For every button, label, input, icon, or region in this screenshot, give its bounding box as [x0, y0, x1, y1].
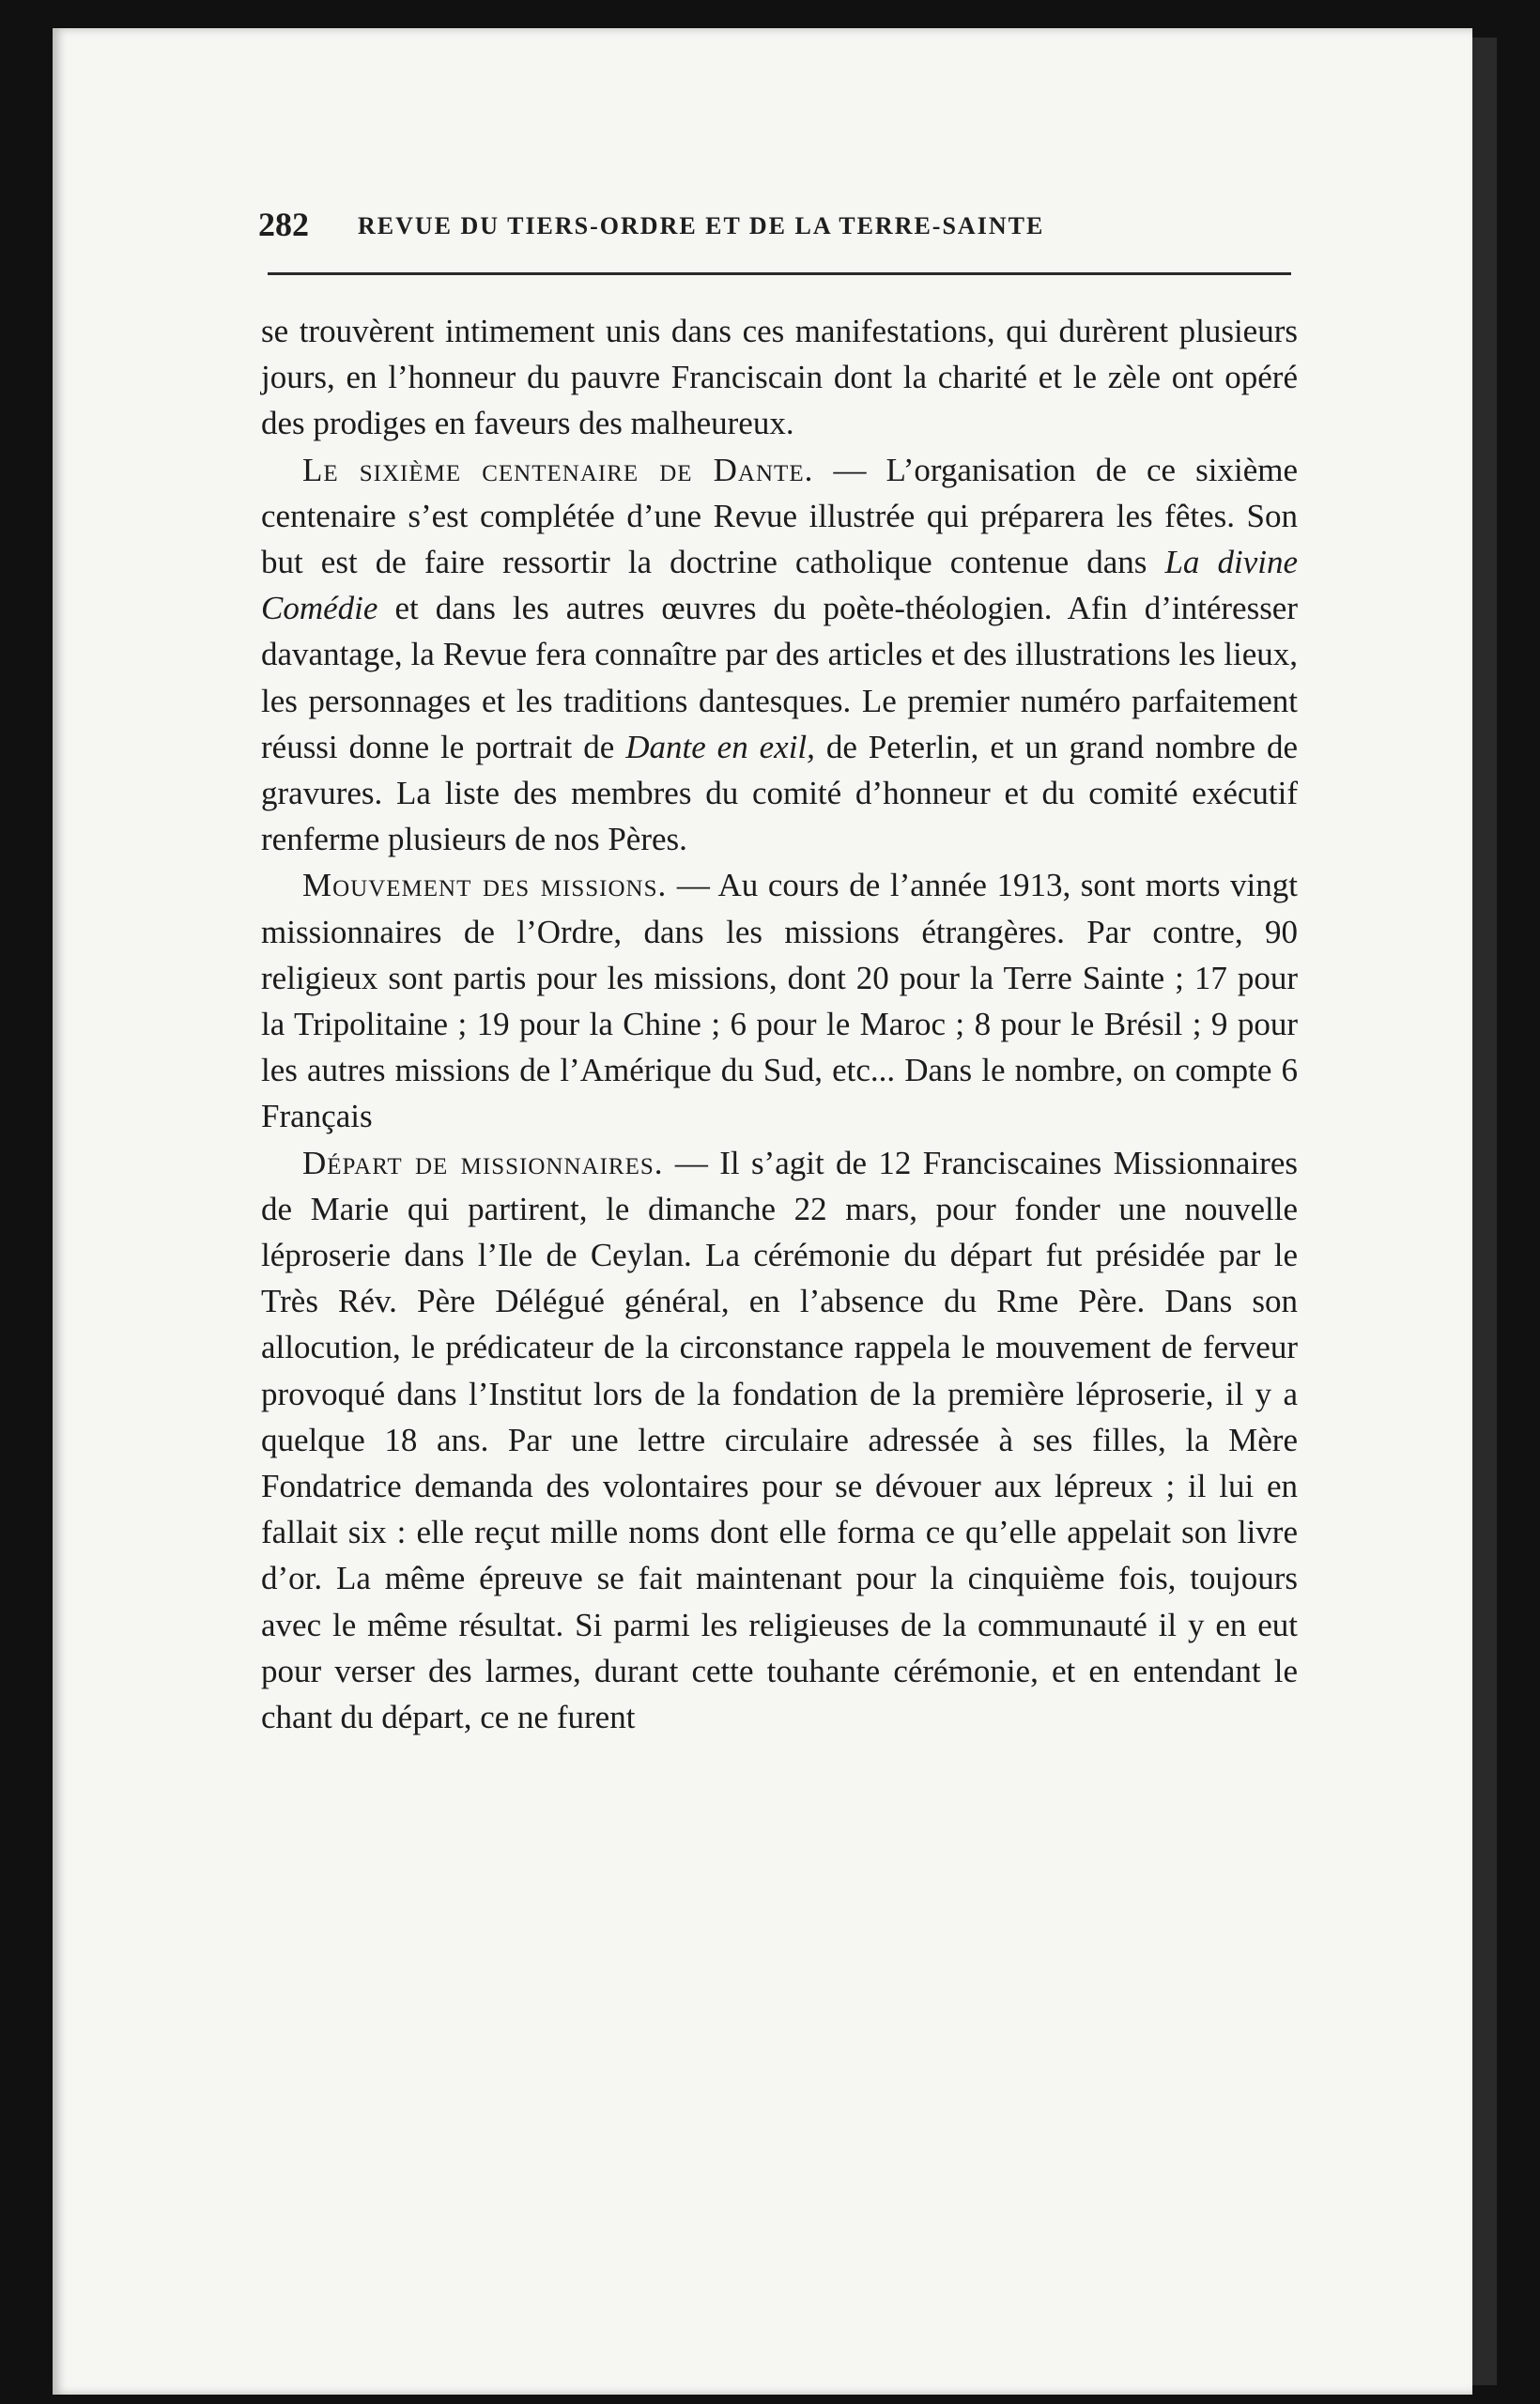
paragraph-text: et dans les autres œuvres du poète-théologien. Afin d’intéresser davantage, la Revue fera connaître par des articles et des illustrations les lieux, les personnages et les traditions dantesques. Le premier numéro parfaitement réussi donne le portrait de	[261, 590, 1298, 765]
paragraph-text: de Peterlin, et un grand nombre de gravures. La liste des membres du comité d’honneur et du comité exécutif renferme plusieurs de nos Pères.	[261, 728, 1298, 858]
paragraph-continuation	[261, 308, 1298, 447]
section-heading-missions: Mouvement des missions.	[302, 867, 668, 904]
paragraph-text: — L’organisation de ce sixième centenaire s’est complétée d’une Revue illustrée qui préparera les fêtes. Son but est de faire ressortir la doctrine catholique contenue dans	[261, 451, 1298, 581]
paragraph-text: se trouvèrent intimement unis dans ces manifestations, qui durèrent plusieurs jours, en l’honneur du pauvre Franciscain dont la charité et le zèle ont opéré des prodiges en faveurs des malheureux.	[261, 313, 1298, 442]
paragraph-text: — Il s’agit de 12 Franciscaines Missionnaires de Marie qui partirent, le dimanche 22 mars, pour fonder une nouvelle léproserie dans l’Ile de Ceylan. La cérémonie du départ fut présidée par le Très Rév. Père Délégué général, en l’absence du Rme Père. Dans son allocution, le prédicateur de la circonstance rappela le mouvement de ferveur provoqué dans l’Institut lors de la fondation de la première léproserie, il y a quelque 18 ans. Par une lettre circulaire adressée à ses filles, la Mère Fondatrice demanda des volontaires pour se dévouer aux lépreux ; il lui en fallait six : elle reçut mille noms dont elle forma ce qu’elle appelait son livre d’or. La même épreuve se fait maintenant pour la cinquième fois, toujours avec le même résultat. Si parmi les religieuses de la communauté il y en eut pour verser des larmes, durant cette touhante cérémonie, et en entendant le chant du départ, ce ne furent	[261, 1144, 1298, 1736]
page-header	[258, 197, 1291, 254]
header-rule	[268, 272, 1291, 275]
paragraph-text: — Au cours de l’année 1913, sont morts vingt missionnaires de l’Ordre, dans les missions étrangères. Par contre, 90 religieux sont partis pour les missions, dont 20 pour la Terre Sainte ; 17 pour la Tripolitaine ; 19 pour la Chine ; 6 pour le Maroc ; 8 pour le Brésil ; 9 pour les autres missions de l’Amérique du Sud, etc... Dans le nombre, on compte 6 Français	[261, 867, 1298, 1135]
page-number: 282	[258, 206, 309, 243]
page-edge-shadow	[1472, 38, 1497, 2385]
running-title: REVUE DU TIERS-ORDRE ET DE LA TERRE-SAINTE	[358, 212, 1045, 239]
paragraph-departure	[261, 1140, 1298, 1741]
italic-title-dante-exil: Dante en exil,	[625, 728, 815, 765]
paragraph-missions	[261, 862, 1298, 1139]
section-heading-dante: Le sixième centenaire de Dante.	[302, 451, 814, 488]
article-body	[261, 308, 1298, 1740]
section-heading-departure: Départ de missionnaires.	[302, 1144, 664, 1181]
paragraph-dante-centenary	[261, 447, 1298, 863]
italic-title-divine-comedie: La divine Comédie	[261, 544, 1299, 627]
